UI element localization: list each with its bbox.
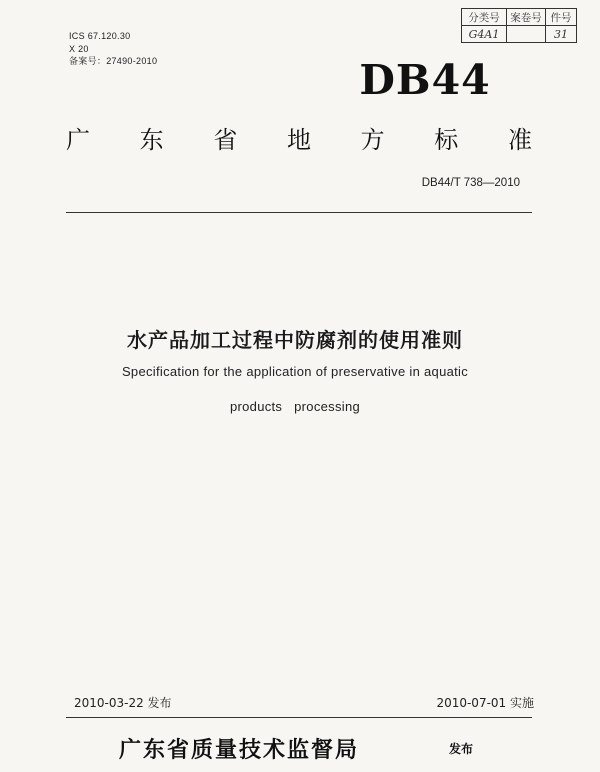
standard-type-heading xyxy=(66,120,532,155)
standard-type-char: 省 xyxy=(213,126,238,154)
class-code: X 20 xyxy=(69,43,89,54)
publish-date: 2010-03-22 发布 xyxy=(74,696,172,710)
title-english-line2: products processing xyxy=(229,399,361,414)
archive-stamp-table xyxy=(461,8,577,43)
stamp-header-item: 件号 xyxy=(546,9,577,26)
issued-label: 发布 xyxy=(449,742,474,756)
stamp-value-category: G4A1 xyxy=(462,26,507,43)
title-chinese: 水产品加工过程中防腐剂的使用准则 xyxy=(127,328,463,352)
stamp-value-file xyxy=(507,26,546,43)
title-english-line1: Specification for the application of preservative in aquatic xyxy=(121,364,469,379)
issuing-authority: 广东省质量技术监督局 xyxy=(119,737,360,763)
stamp-header-category: 分类号 xyxy=(462,9,507,26)
db44-logo: DB44 xyxy=(359,56,491,104)
standard-type-char: 准 xyxy=(507,126,532,154)
record-number: 备案号：27490-2010 xyxy=(69,56,158,66)
standard-type-char: 方 xyxy=(360,126,385,154)
ics-code: ICS 67.120.30 xyxy=(69,31,131,41)
footer-divider xyxy=(66,717,532,718)
header-divider xyxy=(66,212,532,213)
stamp-header-file: 案卷号 xyxy=(507,9,546,26)
classification-info xyxy=(69,30,157,68)
standard-type-char: 地 xyxy=(286,126,311,154)
standard-type-char: 标 xyxy=(434,126,459,154)
implement-date: 2010-07-01 实施 xyxy=(436,696,534,710)
standard-type-char: 东 xyxy=(139,126,164,154)
stamp-value-item: 31 xyxy=(546,26,577,43)
standard-code: DB44/T 738—2010 xyxy=(421,177,520,189)
standard-type-char: 广 xyxy=(66,126,90,154)
